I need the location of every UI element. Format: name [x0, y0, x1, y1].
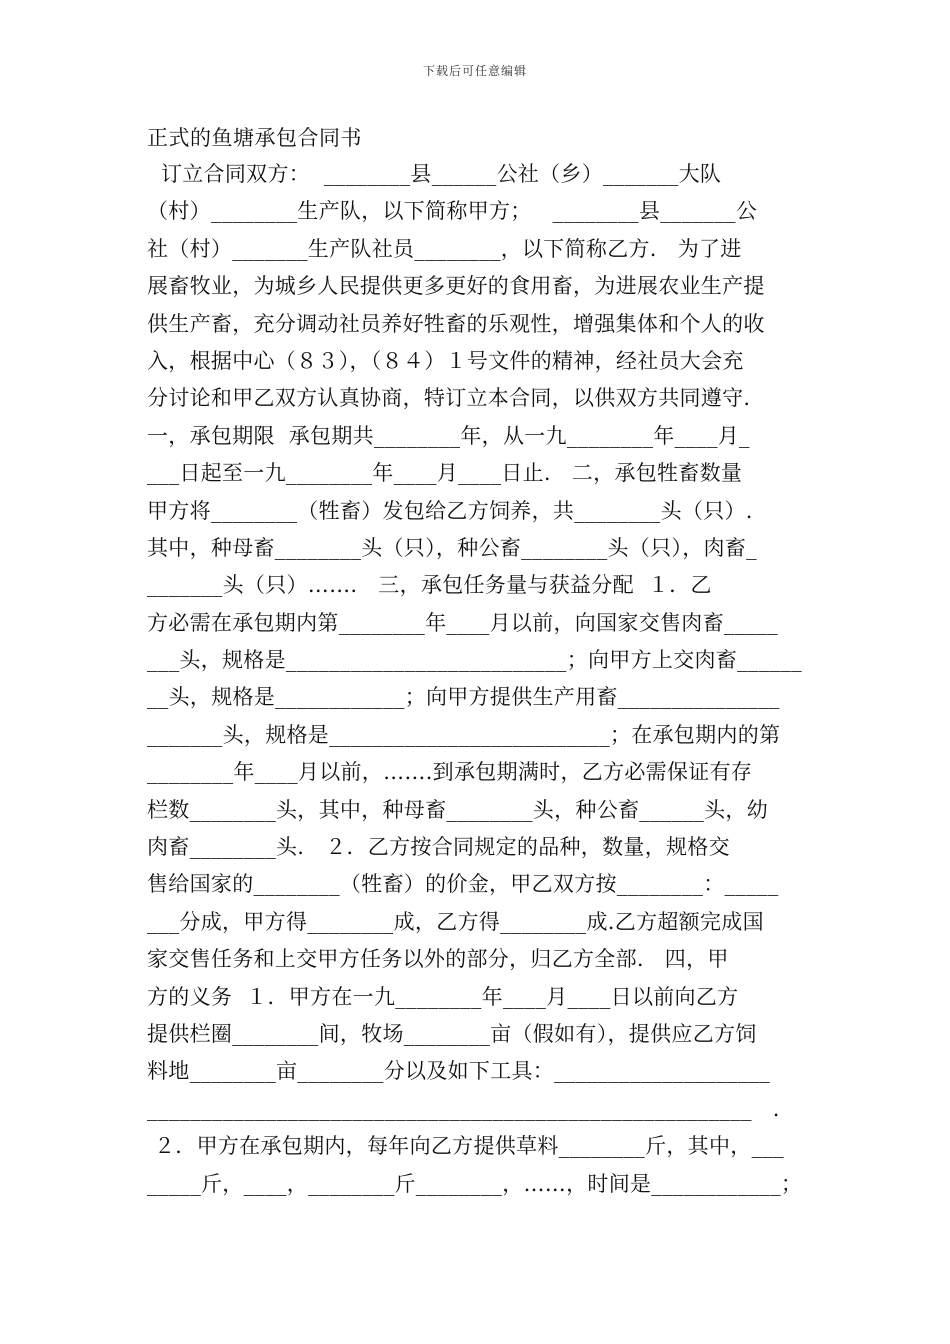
body-line: ___头，规格是__________________________；向甲方上交肉畜______ — [147, 648, 802, 673]
body-line: （村）________生产队，以下简称甲方； ________县_______公 — [147, 199, 758, 224]
body-line: 分讨论和甲乙双方认真协商，特订立本合同，以供双方共同遵守. — [147, 386, 751, 411]
body-line: 肉畜________头. ２．乙方按合同规定的品种，数量，规格交 — [147, 835, 730, 860]
body-line: ___分成，甲方得________成，乙方得________成.乙方超额完成国 — [147, 909, 764, 934]
body-line: __头，规格是____________；向甲方提供生产用畜_______________ — [147, 685, 780, 710]
body-line: 入，根据中心（８３），（８４）１号文件的精神，经社员大会充 — [147, 348, 744, 373]
body-line: 家交售任务和上交甲方任务以外的部分，归乙方全部. 四，甲 — [147, 947, 729, 972]
body-line: 方的义务 １．甲方在一九________年____月____日以前向乙方 — [147, 984, 739, 1009]
body-line: ___日起至一九________年____月____日止. 二，承包牲畜数量 — [147, 461, 743, 486]
body-line: 订立合同双方： ________县______公社（乡）_______大队 — [147, 162, 722, 186]
body-line: 供生产畜，充分调动社员养好牲畜的乐观性，增强集体和个人的收 — [147, 311, 765, 336]
body-line: 料地________亩________分以及如下工具：____________________ — [147, 1059, 771, 1084]
body-line: 一，承包期限 承包期共________年，从一九________年____月_ — [147, 423, 750, 448]
body-line: _____斤，____，________斤________，……，时间是____________； — [147, 1171, 803, 1196]
body-line: 售给国家的________（牲畜）的价金，甲乙双方按________：_____ — [147, 872, 779, 897]
body-line: 方必需在承包期内第________年____月以前，向国家交售肉畜_____ — [147, 610, 778, 635]
body-line: ________年____月以前，…….到承包期满时，乙方必需保证有存 — [147, 760, 753, 785]
body-line: 栏数________头，其中，种母畜________头，种公畜______头，幼 — [147, 797, 768, 822]
document-title: 正式的鱼塘承包合同书 — [147, 126, 362, 150]
body-line: _______头，规格是__________________________；在承包期内的第 — [147, 722, 781, 747]
body-line: ２．甲方在承包期内，每年向乙方提供草料________斤，其中，___ — [147, 1134, 784, 1159]
body-line: 其中，种母畜________头（只），种公畜________头（只），肉畜_ — [147, 535, 757, 560]
body-line: _______头（只）……. 三，承包任务量与获益分配 １．乙 — [147, 573, 712, 598]
contract-body — [147, 156, 827, 1203]
body-line: 社（村）_______生产队社员________，以下简称乙方. 为了进 — [147, 236, 742, 261]
body-line: ________________________________________________________ . — [147, 1096, 780, 1121]
body-line: 甲方将________（牲畜）发包给乙方饲养，共________头（只）. — [147, 498, 753, 523]
page-header: 下载后可任意编辑 — [422, 64, 527, 78]
body-line: 展畜牧业，为城乡人民提供更多更好的食用畜，为进展农业生产提 — [147, 274, 765, 299]
body-line: 提供栏圈________间，牧场________亩（假如有），提供应乙方饲 — [147, 1021, 757, 1046]
